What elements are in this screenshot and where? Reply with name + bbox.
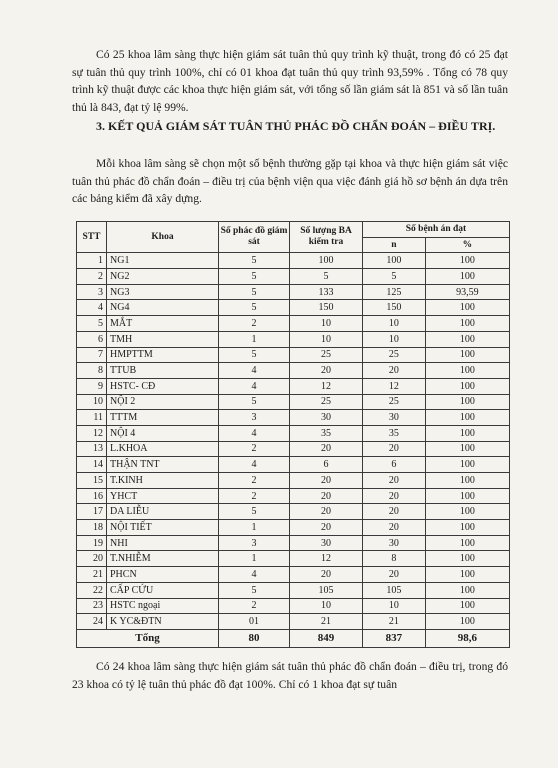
cell-ba: 25 [290,347,363,363]
cell-percent: 100 [425,363,509,379]
cell-phac-do: 4 [219,363,290,379]
cell-percent: 100 [425,441,509,457]
cell-stt: 15 [77,473,107,489]
cell-n: 35 [363,425,426,441]
cell-n: 20 [363,504,426,520]
cell-percent: 100 [425,269,509,285]
cell-n: 10 [363,316,426,332]
header-so-luong-ba: Số lượng BA kiểm tra [290,222,363,253]
cell-phac-do: 5 [219,394,290,410]
cell-percent: 100 [425,567,509,583]
cell-n: 20 [363,473,426,489]
cell-ba: 12 [290,551,363,567]
cell-percent: 100 [425,598,509,614]
table-row [77,567,510,583]
header-percent: % [425,237,509,253]
paragraph-summary: Có 24 khoa lâm sàng thực hiện giám sát tuân thủ phác đồ chẩn đoán – điều trị, trong đó 23 khoa có tỷ lệ tuân thủ phác đồ đạt 100%. Chỉ có 1 khoa đạt sự tuân [72,660,508,691]
cell-percent: 100 [425,316,509,332]
cell-phac-do: 4 [219,378,290,394]
cell-n: 100 [363,253,426,269]
cell-khoa: HSTC ngoại [107,598,219,614]
cell-phac-do: 1 [219,551,290,567]
cell-n: 25 [363,394,426,410]
cell-percent: 100 [425,504,509,520]
cell-phac-do: 5 [219,269,290,285]
cell-n: 125 [363,284,426,300]
cell-khoa: L.KHOA [107,441,219,457]
cell-ba: 20 [290,363,363,379]
cell-ba: 20 [290,520,363,536]
paragraph-method: Mỗi khoa lâm sàng sẽ chọn một số bệnh thường gặp tại khoa và thực hiện giám sát việc tuân thủ phác đồ chẩn đoán – điều trị của bệnh viện qua việc đánh giá hồ sơ bệnh án dựa trên các bảng kiểm đã xây dựng. [72,157,508,205]
cell-khoa: NỘI 4 [107,425,219,441]
cell-stt: 1 [77,253,107,269]
cell-stt: 2 [77,269,107,285]
cell-n: 30 [363,410,426,426]
cell-ba: 20 [290,504,363,520]
cell-phac-do: 4 [219,457,290,473]
cell-khoa: NG2 [107,269,219,285]
cell-khoa: TTUB [107,363,219,379]
cell-stt: 10 [77,394,107,410]
cell-n: 12 [363,378,426,394]
cell-ba: 21 [290,614,363,630]
cell-phac-do: 5 [219,253,290,269]
cell-percent: 100 [425,410,509,426]
cell-phac-do: 2 [219,473,290,489]
cell-khoa: T.KINH [107,473,219,489]
cell-stt: 6 [77,331,107,347]
cell-percent: 100 [425,378,509,394]
table-row [77,457,510,473]
table-row [77,378,510,394]
table-row [77,363,510,379]
cell-stt: 11 [77,410,107,426]
cell-stt: 21 [77,567,107,583]
cell-stt: 3 [77,284,107,300]
cell-n: 20 [363,441,426,457]
cell-stt: 13 [77,441,107,457]
cell-stt: 12 [77,425,107,441]
cell-ba: 12 [290,378,363,394]
cell-stt: 20 [77,551,107,567]
cell-phac-do: 4 [219,567,290,583]
header-stt: STT [77,222,107,253]
cell-phac-do: 2 [219,598,290,614]
table-row [77,394,510,410]
cell-ba: 20 [290,567,363,583]
table-row [77,504,510,520]
cell-n: 20 [363,520,426,536]
cell-khoa: THẬN TNT [107,457,219,473]
total-n: 837 [363,629,426,647]
cell-n: 6 [363,457,426,473]
cell-stt: 17 [77,504,107,520]
cell-khoa: MẮT [107,316,219,332]
cell-ba: 6 [290,457,363,473]
cell-percent: 100 [425,394,509,410]
cell-percent: 100 [425,582,509,598]
cell-stt: 24 [77,614,107,630]
cell-n: 30 [363,535,426,551]
table-row [77,284,510,300]
table-row [77,535,510,551]
cell-ba: 10 [290,316,363,332]
cell-phac-do: 1 [219,520,290,536]
cell-percent: 93,59 [425,284,509,300]
cell-phac-do: 2 [219,488,290,504]
cell-percent: 100 [425,331,509,347]
cell-phac-do: 3 [219,410,290,426]
cell-khoa: TTTM [107,410,219,426]
cell-ba: 25 [290,394,363,410]
cell-phac-do: 5 [219,347,290,363]
paragraph-technical-compliance: Có 25 khoa lâm sàng thực hiện giám sát tuân thủ quy trình kỹ thuật, trong đó có 25 đạt sự tuân thủ quy trình 100%, chỉ có 01 khoa đạt tuân thủ quy trình 93,59% . Tổng có 78 quy trình kỹ thuật được các khoa thực hiện giám sát, với tổng số lần giám sát là 851 và số lần tuân thủ là 843, đạt tỷ lệ 99%. [72,48,508,114]
table-body [77,253,510,630]
cell-percent: 100 [425,473,509,489]
cell-khoa: YHCT [107,488,219,504]
cell-n: 20 [363,488,426,504]
cell-ba: 35 [290,425,363,441]
cell-khoa: CẤP CỨU [107,582,219,598]
cell-ba: 5 [290,269,363,285]
header-so-phac-do: Số phác đồ giám sát [219,222,290,253]
total-phac-do: 80 [219,629,290,647]
cell-phac-do: 1 [219,331,290,347]
table-row [77,473,510,489]
cell-percent: 100 [425,425,509,441]
total-label: Tổng [77,629,219,647]
cell-n: 8 [363,551,426,567]
cell-stt: 7 [77,347,107,363]
cell-n: 25 [363,347,426,363]
cell-khoa: NG1 [107,253,219,269]
cell-phac-do: 5 [219,582,290,598]
cell-stt: 8 [77,363,107,379]
cell-khoa: TMH [107,331,219,347]
cell-ba: 100 [290,253,363,269]
cell-phac-do: 01 [219,614,290,630]
cell-n: 20 [363,363,426,379]
cell-n: 21 [363,614,426,630]
cell-phac-do: 2 [219,316,290,332]
table-total-row [77,629,510,647]
cell-percent: 100 [425,520,509,536]
table-row [77,551,510,567]
cell-percent: 100 [425,300,509,316]
section-heading: 3. KẾT QUẢ GIÁM SÁT TUÂN THỦ PHÁC ĐỒ CHẨN ĐOÁN – ĐIỀU TRỊ. [96,119,496,133]
cell-n: 5 [363,269,426,285]
cell-stt: 22 [77,582,107,598]
table-row [77,441,510,457]
cell-phac-do: 5 [219,504,290,520]
table-row [77,331,510,347]
table-row [77,598,510,614]
cell-n: 20 [363,567,426,583]
cell-percent: 100 [425,551,509,567]
cell-ba: 20 [290,473,363,489]
table-row [77,347,510,363]
cell-ba: 133 [290,284,363,300]
cell-n: 150 [363,300,426,316]
cell-percent: 100 [425,614,509,630]
cell-stt: 23 [77,598,107,614]
cell-stt: 19 [77,535,107,551]
header-so-benh-an-dat: Số bệnh án đạt [363,222,510,238]
cell-stt: 16 [77,488,107,504]
cell-stt: 5 [77,316,107,332]
cell-khoa: NỘI TIẾT [107,520,219,536]
cell-ba: 150 [290,300,363,316]
cell-ba: 20 [290,488,363,504]
cell-khoa: NỘI 2 [107,394,219,410]
table-row [77,488,510,504]
cell-ba: 20 [290,441,363,457]
cell-ba: 30 [290,410,363,426]
header-khoa: Khoa [107,222,219,253]
table-row [77,410,510,426]
table-row [77,582,510,598]
cell-stt: 18 [77,520,107,536]
cell-phac-do: 5 [219,284,290,300]
cell-phac-do: 3 [219,535,290,551]
total-ba: 849 [290,629,363,647]
cell-khoa: HSTC- CĐ [107,378,219,394]
cell-percent: 100 [425,488,509,504]
cell-ba: 30 [290,535,363,551]
cell-ba: 105 [290,582,363,598]
cell-n: 10 [363,598,426,614]
cell-percent: 100 [425,457,509,473]
cell-phac-do: 2 [219,441,290,457]
cell-n: 105 [363,582,426,598]
compliance-table [76,221,510,648]
cell-stt: 4 [77,300,107,316]
cell-stt: 14 [77,457,107,473]
cell-phac-do: 5 [219,300,290,316]
total-percent: 98,6 [425,629,509,647]
cell-khoa: PHCN [107,567,219,583]
cell-percent: 100 [425,253,509,269]
cell-percent: 100 [425,347,509,363]
cell-ba: 10 [290,598,363,614]
cell-khoa: NG3 [107,284,219,300]
table-row [77,300,510,316]
header-n: n [363,237,426,253]
cell-khoa: T.NHIỄM [107,551,219,567]
table-row [77,520,510,536]
cell-khoa: K YC&ĐTN [107,614,219,630]
cell-ba: 10 [290,331,363,347]
table-row [77,316,510,332]
cell-khoa: NHI [107,535,219,551]
table-row [77,253,510,269]
cell-percent: 100 [425,535,509,551]
table-row [77,614,510,630]
table-row [77,269,510,285]
cell-stt: 9 [77,378,107,394]
table-row [77,425,510,441]
cell-khoa: NG4 [107,300,219,316]
cell-khoa: DA LIỄU [107,504,219,520]
cell-khoa: HMPTTM [107,347,219,363]
cell-phac-do: 4 [219,425,290,441]
cell-n: 10 [363,331,426,347]
